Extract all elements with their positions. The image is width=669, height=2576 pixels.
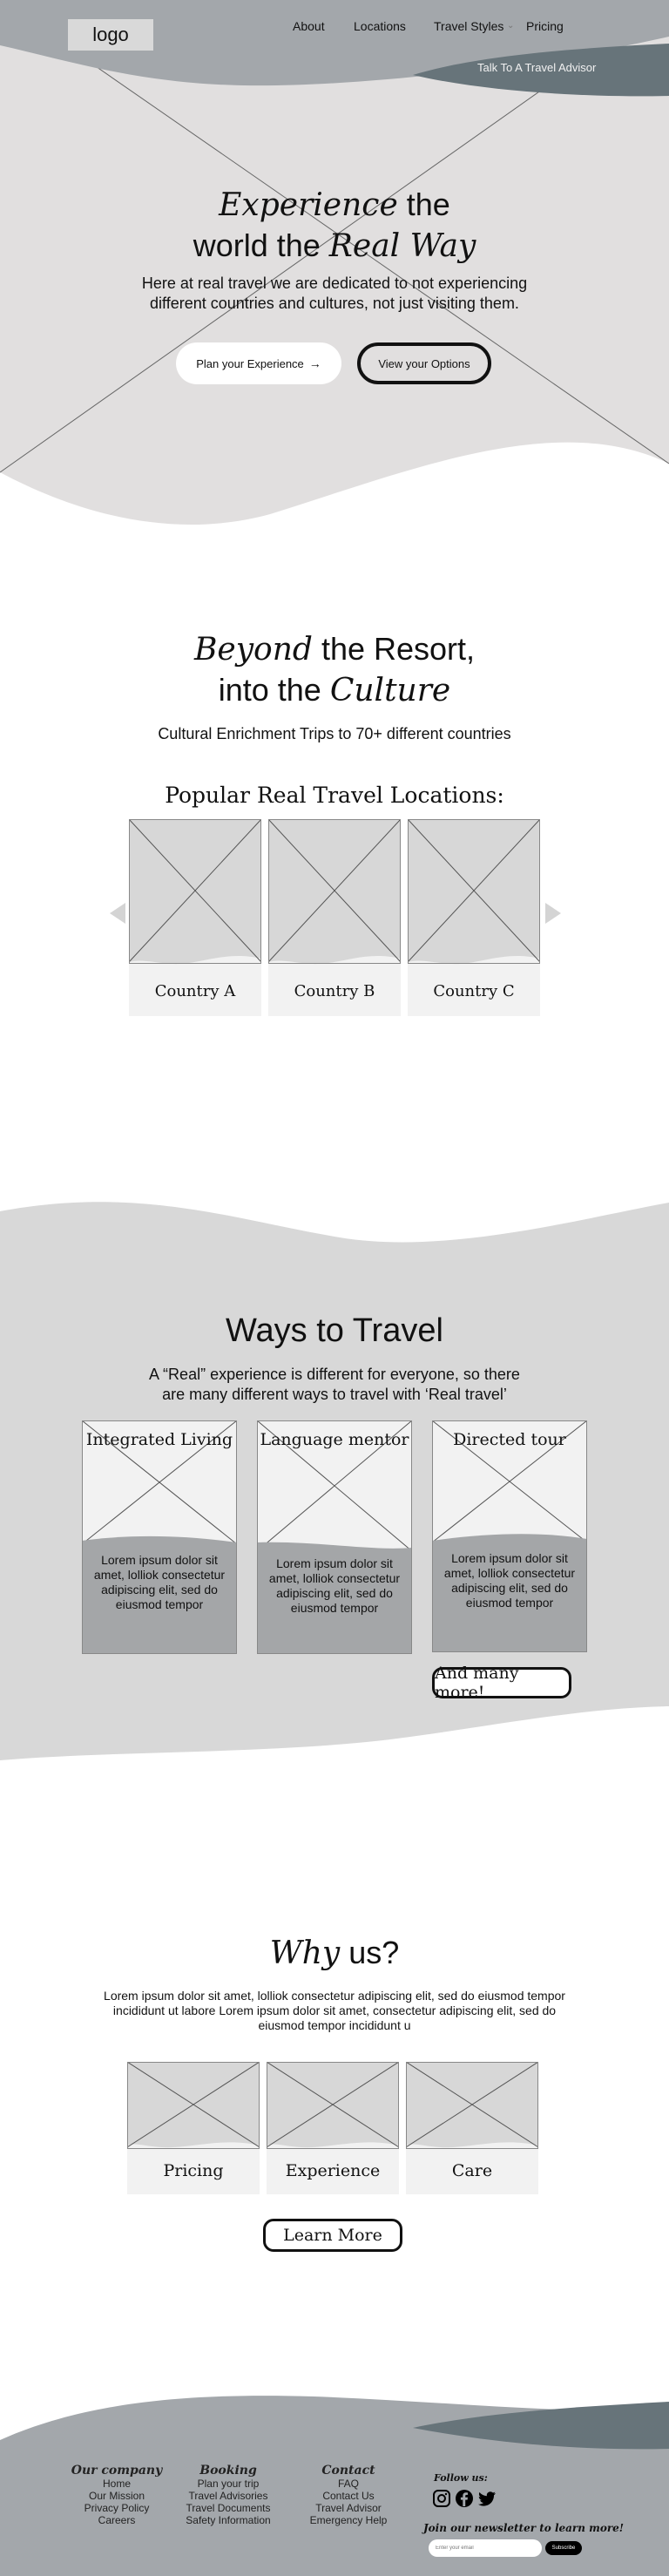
footer-link-careers[interactable]: Careers: [98, 2514, 136, 2526]
hero-subtitle: [0, 274, 669, 314]
why-title-text: us?: [340, 1935, 400, 1970]
footer-link-safety[interactable]: Safety Information: [186, 2514, 271, 2526]
footer-link-privacy[interactable]: Privacy Policy: [84, 2502, 150, 2514]
footer-heading: Booking: [199, 2464, 257, 2478]
why-image-placeholder: [267, 2062, 399, 2149]
location-card-a[interactable]: [129, 819, 261, 1016]
plan-experience-label: Plan your Experience: [196, 356, 304, 370]
newsletter-email-input[interactable]: [429, 2539, 542, 2557]
twitter-icon[interactable]: [477, 2489, 497, 2508]
location-card-b[interactable]: [268, 819, 401, 1016]
location-image-placeholder: [129, 819, 261, 967]
why-label: Experience: [285, 2161, 381, 2180]
location-label: Country A: [154, 982, 236, 1000]
hero-title: [0, 185, 669, 267]
hero-title-text-1: the: [397, 186, 450, 222]
footer-heading: Our company: [71, 2464, 163, 2478]
footer-link-contact-us[interactable]: Contact Us: [322, 2490, 375, 2502]
location-image-placeholder: [408, 819, 540, 967]
footer-column-company: [61, 2464, 172, 2526]
plan-experience-button[interactable]: [176, 342, 341, 384]
why-title: [0, 1935, 669, 1971]
view-options-button[interactable]: View your Options: [357, 342, 491, 384]
beyond-title-text-2: into the: [218, 672, 330, 708]
location-card-c[interactable]: [408, 819, 540, 1016]
newsletter-label: Join our newsletter to learn more!: [423, 2522, 625, 2534]
beyond-title-emphasis-2: Culture: [329, 673, 451, 708]
facebook-icon[interactable]: [455, 2489, 474, 2508]
way-label: Language mentor: [260, 1430, 409, 1449]
way-card-integrated-living[interactable]: [82, 1420, 237, 1654]
footer-link-plan-trip[interactable]: Plan your trip: [197, 2478, 260, 2490]
why-title-emphasis: Why: [269, 1935, 341, 1971]
ways-title: Ways to Travel: [226, 1312, 443, 1349]
more-ways-button[interactable]: And many more!: [432, 1667, 571, 1698]
why-label: Care: [451, 2161, 493, 2180]
hero-title-emphasis-1: Experience: [219, 187, 398, 223]
social-links: [432, 2489, 497, 2508]
logo[interactable]: logo: [68, 19, 153, 51]
way-label: Integrated Living: [85, 1430, 233, 1449]
footer-link-documents[interactable]: Travel Documents: [186, 2502, 271, 2514]
footer-link-mission[interactable]: Our Mission: [88, 2490, 145, 2502]
way-card-directed-tour[interactable]: [432, 1420, 587, 1652]
hero-title-emphasis-2: Real Way: [328, 228, 476, 264]
way-image-placeholder: [432, 1420, 587, 1652]
ways-subtitle: [0, 1365, 669, 1405]
footer-link-home[interactable]: Home: [102, 2478, 131, 2490]
location-image-placeholder: [268, 819, 401, 967]
caret-right-icon[interactable]: [545, 903, 561, 924]
beyond-title-text-1: the Resort,: [312, 631, 476, 667]
hero-subtitle-line: Here at real travel we are dedicated to not experiencing: [141, 275, 528, 292]
footer-link-emergency[interactable]: Emergency Help: [309, 2514, 388, 2526]
instagram-icon[interactable]: [432, 2489, 451, 2508]
way-label: Directed tour: [453, 1430, 566, 1449]
talk-to-advisor-link[interactable]: Talk To A Travel Advisor: [477, 61, 597, 74]
ways-subtitle-line: are many different ways to travel with ‘Real travel’: [162, 1386, 507, 1403]
why-card-experience[interactable]: [267, 2062, 399, 2194]
ways-subtitle-line: A “Real” experience is different for everyone, so there: [149, 1366, 520, 1383]
popular-locations-title: Popular Real Travel Locations:: [165, 783, 504, 808]
way-image-placeholder: [82, 1420, 237, 1654]
way-card-language-mentor[interactable]: [257, 1420, 412, 1654]
nav-link-travel-styles[interactable]: Travel Styles: [434, 19, 504, 33]
footer-link-faq[interactable]: FAQ: [337, 2478, 359, 2490]
footer-column-contact: [293, 2464, 404, 2526]
chevron-down-icon[interactable]: ⌄: [507, 21, 515, 31]
why-image-placeholder: [406, 2062, 538, 2149]
way-description: Lorem ipsum dolor sit amet, lolliok consectetur adipiscing elit, sed do eiusmod tempor: [93, 1553, 226, 1611]
beyond-subtitle: Cultural Enrichment Trips to 70+ different countries: [158, 725, 511, 742]
footer-column-booking: [172, 2464, 284, 2526]
caret-left-icon[interactable]: [110, 903, 125, 924]
why-card-care[interactable]: [406, 2062, 538, 2194]
why-card-pricing[interactable]: [127, 2062, 260, 2194]
why-label: Pricing: [163, 2161, 224, 2180]
nav-link-about[interactable]: About: [293, 19, 325, 33]
hero-subtitle-line: different countries and cultures, not just visiting them.: [150, 295, 519, 312]
arrow-right-icon: →: [308, 356, 321, 370]
why-image-placeholder: [127, 2062, 260, 2149]
subscribe-button[interactable]: Subscribe: [545, 2541, 582, 2555]
footer-heading: Contact: [321, 2464, 375, 2478]
why-description: Lorem ipsum dolor sit amet, lolliok consectetur adipiscing elit, sed do eiusmod tempor incididunt ut labore Lorem ipsum dolor sit amet, consectetur adipiscing elit, sed do eiusmod tempor incididunt u: [104, 1989, 565, 2032]
beyond-title-emphasis-1: Beyond: [193, 632, 313, 668]
hero-title-text-2: world the: [193, 227, 329, 263]
location-label: Country B: [294, 982, 375, 1000]
way-description: Lorem ipsum dolor sit amet, lolliok consectetur adipiscing elit, sed do eiusmod tempor: [268, 1556, 401, 1615]
follow-label: Follow us:: [434, 2472, 488, 2484]
beyond-title: [0, 629, 669, 711]
footer-link-advisories[interactable]: Travel Advisories: [188, 2490, 268, 2502]
footer-link-travel-advisor[interactable]: Travel Advisor: [315, 2502, 382, 2514]
nav-link-pricing[interactable]: Pricing: [526, 19, 564, 33]
location-label: Country C: [433, 982, 515, 1000]
learn-more-button[interactable]: Learn More: [263, 2219, 402, 2252]
way-image-placeholder: [257, 1420, 412, 1654]
way-description: Lorem ipsum dolor sit amet, lolliok consectetur adipiscing elit, sed do eiusmod tempor: [443, 1551, 576, 1610]
nav-link-locations[interactable]: Locations: [354, 19, 406, 33]
